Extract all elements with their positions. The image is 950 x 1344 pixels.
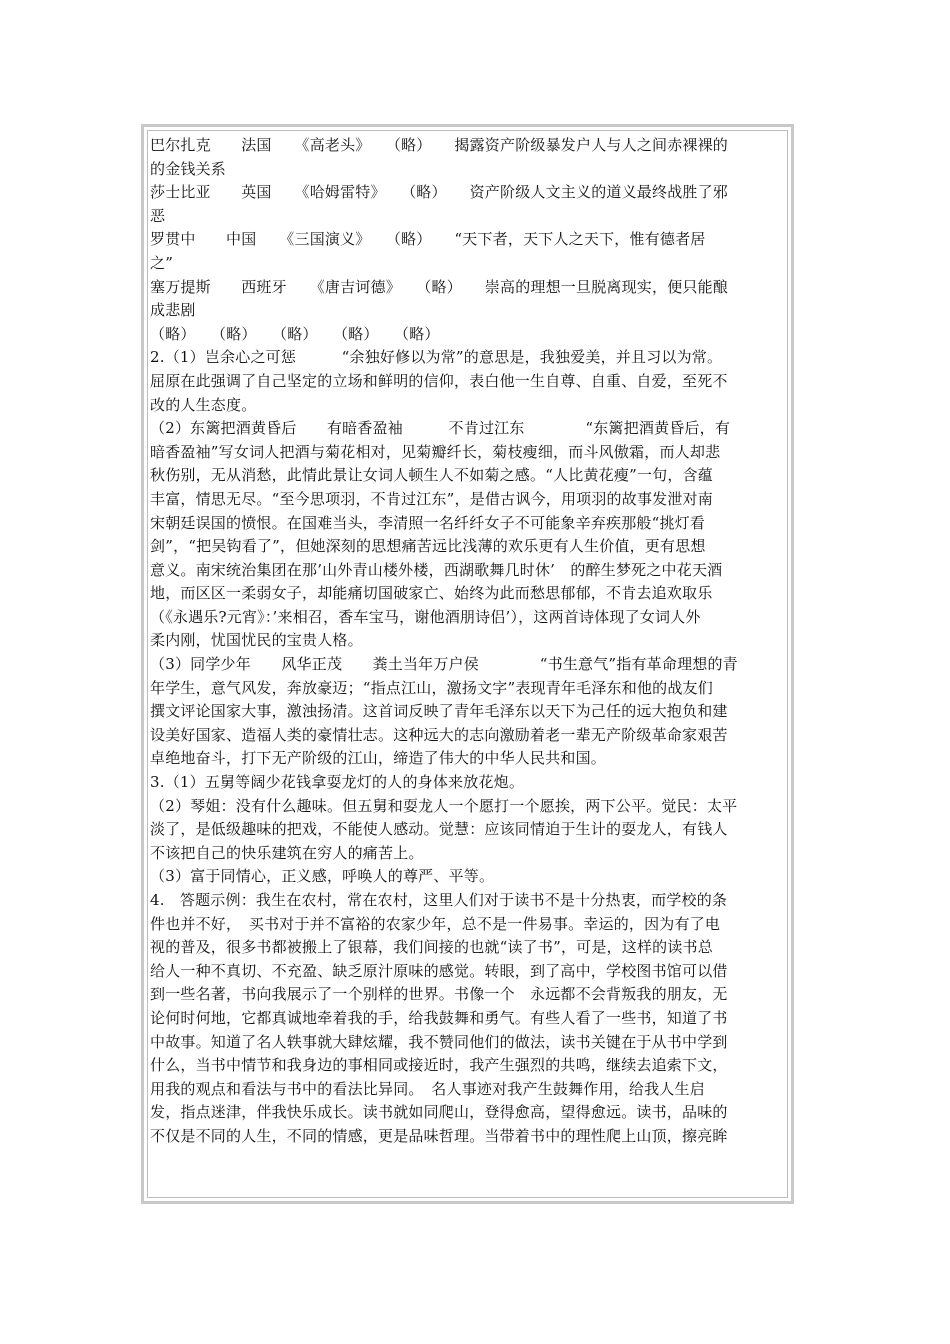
text-line: 撰文评论国家大事，激浊扬清。这首词反映了青年毛泽东以天下为己任的远大抱负和建 xyxy=(150,702,728,721)
text-line: 地，而区区一柔弱女子，却能痛切国破家亡、始终为此而愁思郁郁，不肯去追欢取乐 xyxy=(150,584,713,603)
document-text xyxy=(150,134,788,1149)
text-line: 发，指点迷津，伴我快乐成长。读书就如同爬山，登得愈高，望得愈远。读书，品味的 xyxy=(150,1103,728,1122)
text-line: 的金钱关系 xyxy=(150,159,227,178)
text-line: 什么，当书中情节和我身边的事相同或接近时，我产生强烈的共鸣，继续去追索下文， xyxy=(150,1056,728,1075)
text-line: 塞万提斯 西班牙 《唐吉诃德》 （略） 崇高的理想一旦脱离现实，便只能酿 xyxy=(150,277,729,296)
page-frame xyxy=(141,124,794,1204)
text-line: 设美好国家、造福人类的豪情壮志。这种远大的志向激励着老一辈无产阶级革命家艰苦 xyxy=(150,725,728,744)
text-line: 之” xyxy=(150,253,174,272)
text-line: 年学生，意气风发，奔放豪迈；“指点江山，激扬文字”表现青年毛泽东和他的战友们 xyxy=(150,678,713,697)
text-line: 视的普及，很多书都被搬上了银幕，我们间接的也就“读了书”，可是，这样的读书总 xyxy=(150,938,713,957)
text-line: 巴尔扎克 法国 《高老头》 （略） 揭露资产阶级暴发户人与人之间赤裸裸的 xyxy=(150,136,729,154)
text-line: 丰富，情思无尽。“至今思项羽，不肯过江东”，是借古讽今，用项羽的故事发泄对南 xyxy=(150,489,713,508)
text-line: 到一些名著，书向我展示了一个别样的世界。书像一个 永远都不会背叛我的朋友，无 xyxy=(150,985,728,1004)
text-line: 不仅是不同的人生，不同的情感，更是品味哲理。当带着书中的理性爬上山顶，擦亮眸 xyxy=(150,1126,728,1145)
text-line: 3.（1）五舅等阔少花钱拿耍龙灯的人的身体来放花炮。 xyxy=(150,773,525,792)
text-line: 卓绝地奋斗，打下无产阶级的江山，缔造了伟大的中华人民共和国。 xyxy=(150,749,607,768)
text-line: 成悲剧 xyxy=(150,301,196,320)
text-line: 宋朝廷误国的愤恨。在国难当头，李清照一名纤纤女子不可能象辛弃疾那般“挑灯看 xyxy=(150,513,706,532)
text-line: 莎士比亚 英国 《哈姆雷特》 （略） 资产阶级人文主义的道义最终战胜了邪 xyxy=(150,183,729,202)
text-line: 不该把自己的快乐建筑在穷人的痛苦上。 xyxy=(150,843,424,862)
text-line: （《永遇乐?元宵》：’来相召，香车宝马，谢他酒朋诗侣’），这两首诗体现了女词人外 xyxy=(150,607,701,626)
text-line: （2）东篱把酒黄昏后 有暗香盈袖 不肯过江东 “东篱把酒黄昏后，有 xyxy=(150,419,731,438)
text-line: （略） （略） （略） （略） （略） xyxy=(150,324,440,343)
text-line: 论何时何地，它都真诚地牵着我的手，给我鼓舞和勇气。有些人看了一些书，知道了书 xyxy=(150,1008,728,1027)
text-line: 柔内刚，忧国忧民的宝贵人格。 xyxy=(150,631,363,650)
text-line: 用我的观点和看法与书中的看法比异同。 名人事迹对我产生鼓舞作用，给我人生启 xyxy=(150,1079,705,1098)
text-line: 件也并不好， 买书对于并不富裕的农家少年，总不是一件易事。幸运的，因为有了电 xyxy=(150,914,721,933)
text-line: 意义。南宋统治集团在那’山外青山楼外楼，西湖歌舞几时休’ 的醉生梦死之中花天酒 xyxy=(150,560,723,579)
text-line: 暗香盈袖”写女词人把酒与菊花相对，见菊瓣纤长，菊枝瘦细，而斗风傲霜，而人却悲 xyxy=(150,442,721,461)
text-line: 剑”，“把吴钩看了”，但她深刻的思想痛苦远比浅薄的欢乐更有人生价值，更有思想 xyxy=(150,537,706,556)
content-area xyxy=(147,130,788,1198)
text-line: （3）同学少年 风华正茂 粪土当年万户侯 “书生意气”指有革命理想的青 xyxy=(150,655,738,674)
text-line: 屈原在此强调了自己坚定的立场和鲜明的信仰，表白他一生自尊、自重、自爱，至死不 xyxy=(150,371,728,390)
text-line: 恶 xyxy=(150,206,166,225)
text-line: 中故事。知道了名人轶事就大肆炫耀，我不赞同他们的做法，读书关键在于从书中学到 xyxy=(150,1032,728,1051)
text-line: （3）富于同情心，正义感，呼唤人的尊严、平等。 xyxy=(150,867,495,886)
text-line: （2）琴姐：没有什么趣味。但五舅和耍龙人一个愿打一个愿挨，两下公平。觉民：太平 xyxy=(150,796,738,815)
text-line: 4. 答题示例：我生在农村，常在农村，这里人们对于读书不是十分热衷，而学校的条 xyxy=(150,891,728,909)
text-line: 2.（1）岂余心之可惩 “余独好修以为常”的意思是，我独爱美，并且习以为常。 xyxy=(150,348,723,367)
text-line: 改的人生态度。 xyxy=(150,395,257,414)
text-line: 秋伤别，无从消愁，此情此景让女词人顿生人不如菊之感。“人比黄花瘦”一句，含蕴 xyxy=(150,466,713,485)
text-line: 罗贯中 中国 《三国演义》 （略） “天下者，天下人之天下，惟有德者居 xyxy=(150,230,706,249)
text-line: 给人一种不真切、不充盈、缺乏原汁原味的感觉。转眼，到了高中，学校图书馆可以借 xyxy=(150,961,728,980)
text-line: 淡了，是低级趣味的把戏，不能使人感动。觉慧：应该同情迫于生计的耍龙人，有钱人 xyxy=(150,820,728,839)
